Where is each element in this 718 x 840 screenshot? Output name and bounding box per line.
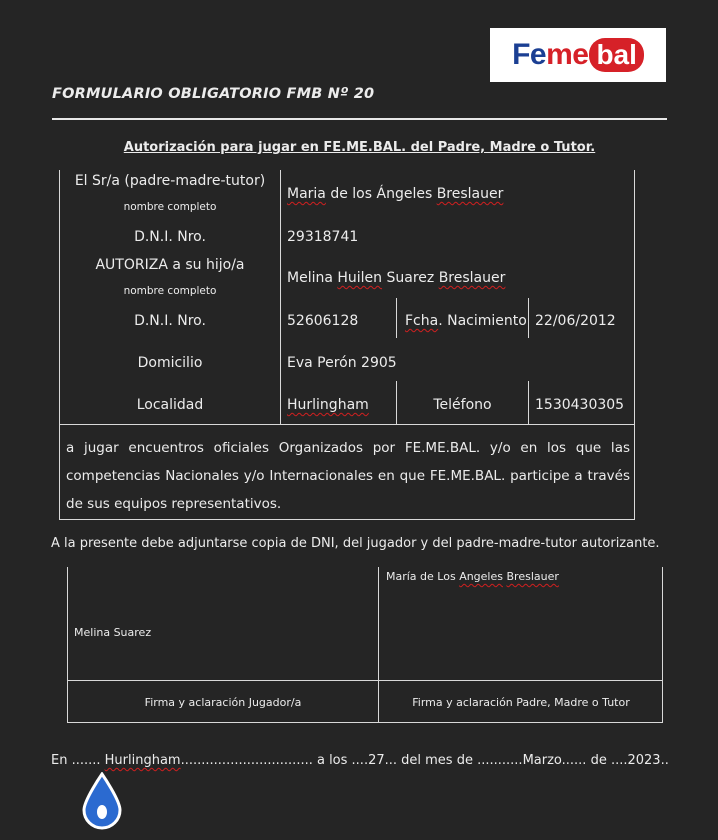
- logo-text-fe: Fe: [512, 38, 547, 71]
- parent-name-value: [287, 186, 503, 202]
- attachment-note: A la presente debe adjuntarse copia de DNI, del jugador y del padre-madre-tutor autorizante.: [51, 536, 660, 551]
- parent-signature-part-1: María de Los: [386, 570, 460, 583]
- child-name-label: AUTORIZA a su hijo/a: [95, 257, 245, 273]
- child-name-part-2: Huilen: [337, 270, 383, 286]
- parent-signature-part-2: Angeles: [459, 570, 503, 583]
- logo-text-me: me: [546, 38, 589, 71]
- child-name-part-4: Breslauer: [438, 270, 506, 286]
- table-right-border: [634, 170, 635, 520]
- text-cursor-handle-icon[interactable]: [82, 772, 122, 830]
- parent-dni-label: D.N.I. Nro.: [134, 229, 206, 245]
- birth-date-value: 22/06/2012: [535, 313, 616, 329]
- birth-date-label: [405, 313, 527, 329]
- table-column-divider: [280, 170, 281, 424]
- address-label: Domicilio: [137, 355, 203, 371]
- authorization-text: a jugar encuentros oficiales Organizados por FE.ME.BAL. y/o en los que las competencias Nacionales y/o Internacionales en que FE.ME.BAL. participe a través de sus equipos representativos.: [66, 440, 630, 512]
- birth-date-label-part-1: Fcha: [405, 313, 439, 329]
- place-date-line: [51, 753, 669, 768]
- table-bottom-border: [59, 519, 635, 520]
- parent-dni-value: 29318741: [287, 229, 359, 245]
- city-label: Localidad: [136, 397, 204, 413]
- table-left-border: [59, 170, 60, 520]
- signature-box-bottom-border: [67, 722, 663, 723]
- footer-dots: ................................ a los ....: [180, 753, 369, 768]
- birth-date-label-part-2: . Nacimiento: [438, 313, 527, 329]
- form-title: FORMULARIO OBLIGATORIO FMB Nº 20: [52, 86, 375, 102]
- footer-year-prefix: ...... de ....: [561, 753, 628, 768]
- city-value: Hurlingham: [287, 397, 369, 413]
- femebal-logo: [490, 28, 666, 82]
- footer-place: Hurlingham: [104, 753, 181, 768]
- address-value: Eva Perón 2905: [287, 355, 397, 371]
- table-divider: [59, 424, 635, 425]
- table-column-divider-phone: [528, 381, 529, 424]
- player-signature-caption: Firma y aclaración Jugador/a: [144, 696, 302, 709]
- footer-month-prefix: ... del mes de ...........: [384, 753, 523, 768]
- footer-suffix: ..: [660, 753, 669, 768]
- child-dni-value: 52606128: [287, 313, 359, 329]
- footer-month: Marzo: [522, 753, 562, 768]
- child-dni-label: D.N.I. Nro.: [134, 313, 206, 329]
- footer-prefix: En .......: [51, 753, 105, 768]
- footer-day: 27: [368, 753, 385, 768]
- parent-name-part-1: Maria: [287, 186, 326, 202]
- table-column-divider-birth: [528, 298, 529, 338]
- phone-label: Teléfono: [433, 397, 492, 413]
- parent-signature-caption: Firma y aclaración Padre, Madre o Tutor: [412, 696, 630, 709]
- parent-name-sublabel: nombre completo: [123, 201, 217, 213]
- child-name-part-1: Melina: [287, 270, 338, 286]
- player-signature-name: Melina Suarez: [74, 626, 152, 639]
- title-divider: [52, 118, 667, 120]
- parent-signature-part-4: Breslauer: [506, 570, 559, 583]
- signature-line: [67, 680, 663, 681]
- logo-text-bal: bal: [589, 38, 643, 72]
- parent-signature-name: [386, 570, 559, 583]
- parent-name-label: El Sr/a (padre-madre-tutor): [74, 173, 266, 189]
- child-name-value: [287, 270, 505, 286]
- phone-value: 1530430305: [535, 397, 625, 413]
- table-column-divider-dni: [396, 298, 397, 338]
- form-subtitle: Autorización para jugar en FE.ME.BAL. del Padre, Madre o Tutor.: [123, 140, 596, 155]
- child-name-part-3: Suarez: [382, 270, 439, 286]
- parent-name-part-2: de los Ángeles: [325, 186, 437, 202]
- child-name-sublabel: nombre completo: [123, 285, 217, 297]
- footer-year: 2023: [627, 753, 661, 768]
- parent-name-part-3: Breslauer: [436, 186, 504, 202]
